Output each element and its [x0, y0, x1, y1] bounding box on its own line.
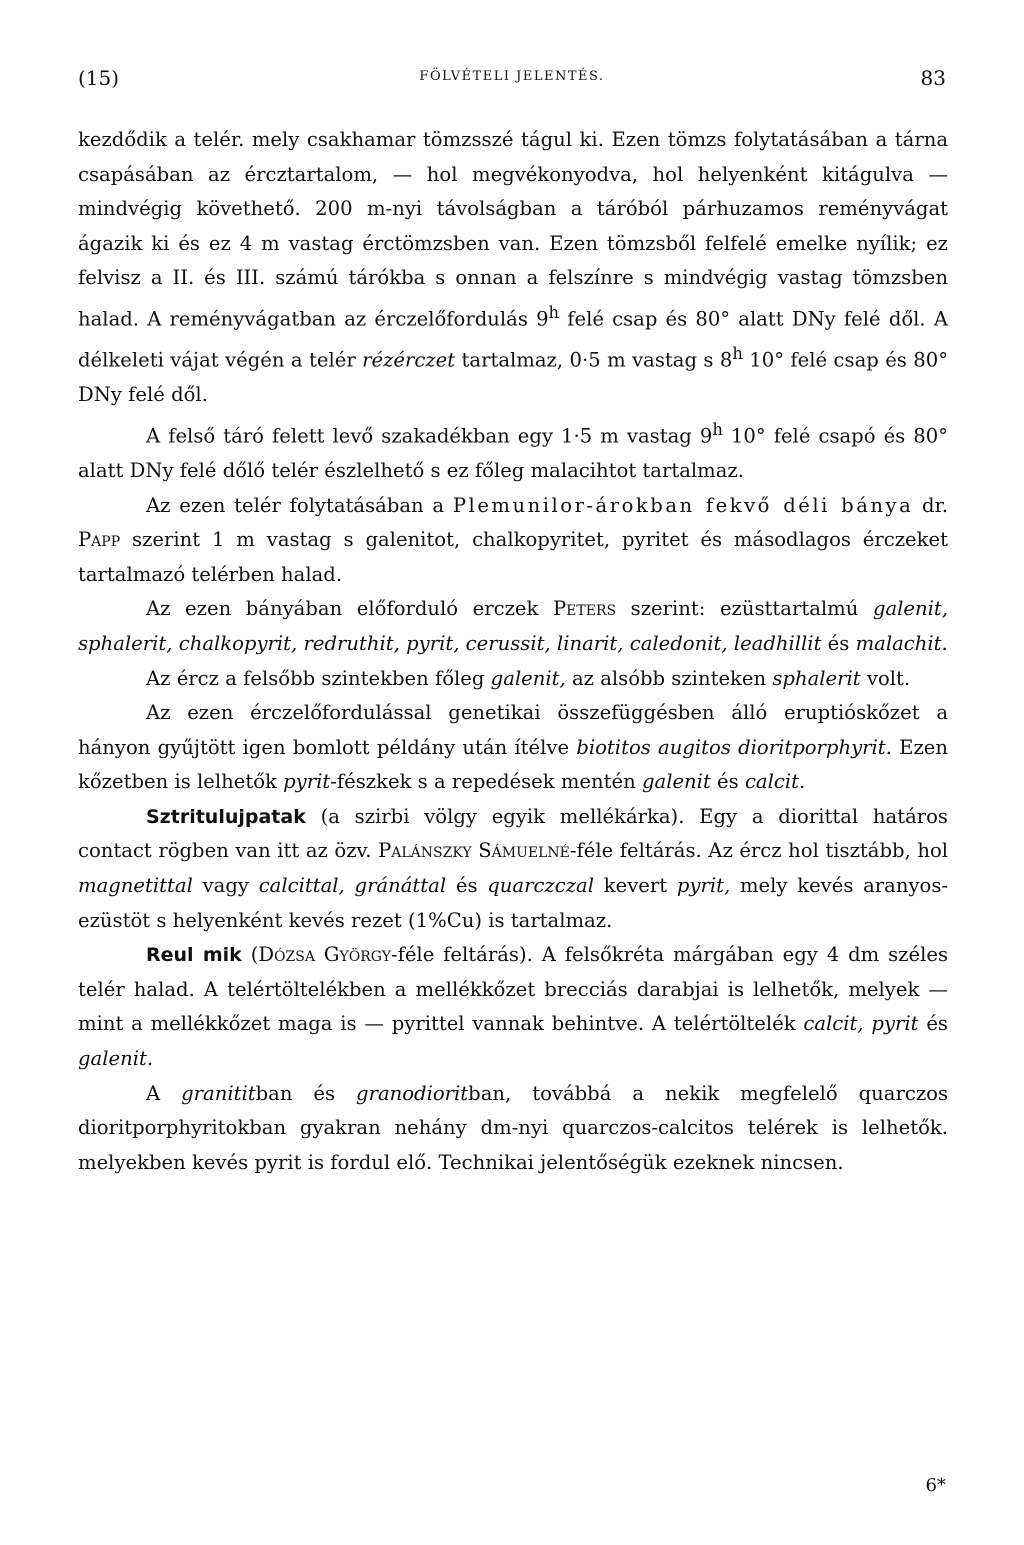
paragraph: Az ezen érczelőfordulással genetikai összefüggésben álló eruptióskőzet a hányon gyűjtött igen bomlott példány után ítélve biotitos augitos dioritporphyrit. Ezen kőzetben is lelhetők pyrit-fészkek s a repedések mentén galenit és calcit. [78, 701, 948, 794]
page-number: 83 [920, 66, 946, 90]
author-name: Palánszky Sámuelné [378, 839, 570, 863]
paragraph: A granititban és granodioritban, továbbá a nekik megfelelő quarczos dioritporphyritokban gyakran nehány dm-nyi quarczos-calcitos telérek is lelhetők. melyekben kevés pyrit is fordul elő. Technikai jelentőségük ezeknek nincsen. [78, 1081, 948, 1174]
body-text [78, 123, 948, 1180]
locality-heading: Reul mik [146, 944, 242, 967]
paragraph: Az ércz a felsőbb szintekben főleg galenit, az alsóbb szinteken sphalerit volt. [146, 666, 911, 690]
signature-mark: 6* [925, 1475, 946, 1496]
paragraph: Az ezen telér folytatásában a Plemunilor-árokban fekvő déli bánya dr. Papp szerint 1 m vastag s galenitot, chalkopyritet, pyritet és másodlagos érczeket tartalmazó telérben halad. [78, 493, 949, 586]
section-number: (15) [78, 66, 120, 90]
paragraph: kezdődik a telér. mely csakhamar tömzsszé tágul ki. Ezen tömzs folytatásában a tárna csapásában az ércztartalom, — hol megvékonyodva, hol helyenként kitágulva — mindvégig követhető. 200 m-nyi távolságban a táróból párhuzamos reményvágat ágazik ki és ez 4 m vastag érctömzsben van. Ezen tömzsből felfelé emelke nyílik; ez felvisz a II. és III. számú tárókba s onnan a felszínre s mindvégig vastag tömzsben halad. A reményvágatban az érczelőfordulás 9$^h$ felé csap és 80° alatt DNy felé dől. A délkeleti vájat végén a telér rézérczet tartalmaz, 0·5 m vastag s 8$^h$ 10° felé csap és 80° DNy felé dől. [78, 128, 949, 407]
author-name: Dózsa György [258, 943, 391, 967]
author-name: Peters [552, 597, 617, 621]
paragraph: A felső táró felett levő szakadékban egy 1·5 m vastag 9$^h$ 10° felé csapó és 80° alatt DNy felé dőlő telér észlelhető s ez főleg malacihtot tartalmaz. [78, 419, 949, 482]
place-name: Plemunilor-árokban fekvő déli bánya [452, 493, 914, 517]
author-name: Papp [78, 528, 121, 552]
paragraph: Sztritulujpatak (a szirbi völgy egyik mellékárka). Egy a diorittal határos contact rögben van itt az özv. Palánszky Sámuelné-féle feltárás. Az ércz hol tisztább, hol magnetittal vagy calcittal, gránáttal és quarczczal kevert pyrit, mely kevés aranyos-ezüstöt s helyenként kevés rezet (1%Cu) is tartalmaz. [78, 804, 949, 932]
locality-heading: Sztritulujpatak [146, 805, 306, 828]
paragraph: Az ezen bányában előforduló erczek Peters szerint: ezüsttartalmú galenit, sphalerit, chalkopyrit, redruthit, pyrit, cerussit, linarit, caledonit, leadhillit és malachit. [78, 597, 949, 655]
paragraph: Reul mik (Dózsa György-féle feltárás). A felsőkréta márgában egy 4 dm széles telér halad. A telértöltelékben a mellékkőzet brecciás darabjai is lelhetők, melyek — mint a mellékkőzet maga is — pyrittel vannak behintve. A telértöltelék calcit, pyrit és galenit. [78, 943, 948, 1071]
running-title: FÖLVÉTELI JELENTÉS. [419, 69, 605, 84]
running-header [78, 66, 946, 96]
